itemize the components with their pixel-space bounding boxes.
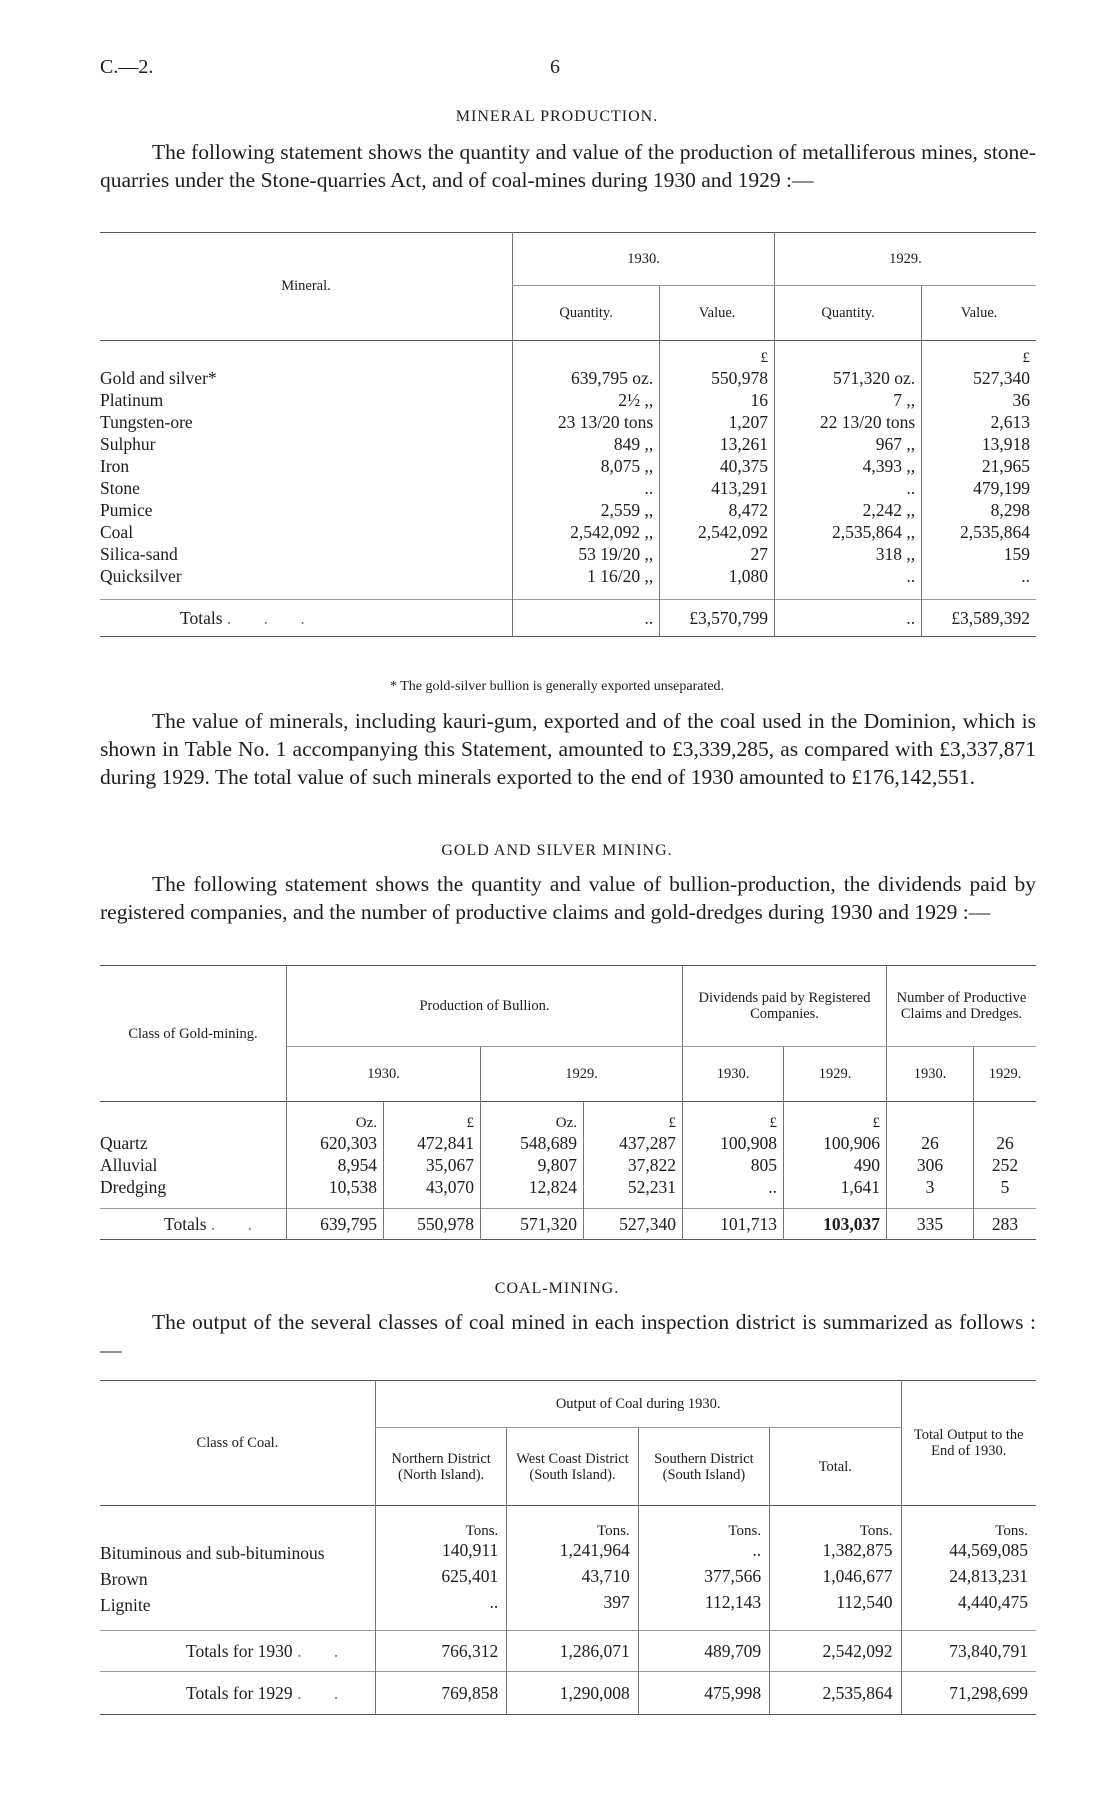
mineral-q30: 2,559 ,, bbox=[513, 499, 660, 521]
gold-v29: 437,287 bbox=[584, 1132, 683, 1154]
prod-1930-header: 1930. bbox=[287, 1047, 481, 1102]
gold-d29: 100,906 bbox=[784, 1132, 887, 1154]
southern-header: Southern District (South Island) bbox=[638, 1428, 769, 1506]
gold-oz30: 10,538 bbox=[287, 1176, 384, 1198]
mineral-name bbox=[100, 477, 513, 499]
gold-class-header: Class of Gold-mining. bbox=[128, 1025, 258, 1042]
value-header: Value. bbox=[922, 286, 1036, 341]
northern-header: Northern District (North Island). bbox=[375, 1428, 506, 1506]
gold-total-oz29: 571,320 bbox=[481, 1209, 584, 1240]
mineral-q30: 23 13/20 tons bbox=[513, 411, 660, 433]
mineral-name bbox=[100, 433, 513, 455]
gold-total-c30: 335 bbox=[887, 1209, 974, 1240]
gold-class-name bbox=[100, 1154, 287, 1176]
pound-unit: £ bbox=[384, 1102, 481, 1133]
mineral-q29: 7 ,, bbox=[774, 389, 921, 411]
coal-1929-s: 475,998 bbox=[638, 1672, 769, 1715]
coal-class-text: Brown bbox=[100, 1568, 148, 1589]
coal-class-text: Bituminous and sub-bituminous bbox=[100, 1542, 325, 1563]
production-header: Production of Bullion. bbox=[287, 966, 683, 1047]
mineral-q30: .. bbox=[513, 477, 660, 499]
mineral-v29: 36 bbox=[922, 389, 1036, 411]
gold-c29: 252 bbox=[974, 1154, 1037, 1176]
coal-1930-w: 1,286,071 bbox=[507, 1631, 638, 1672]
coal-w: 1,241,964 bbox=[507, 1540, 638, 1566]
gold-class-text: Dredging bbox=[100, 1176, 167, 1197]
gold-d29: 1,641 bbox=[784, 1176, 887, 1198]
mineral-q30: 849 ,, bbox=[513, 433, 660, 455]
gold-oz29: 548,689 bbox=[481, 1132, 584, 1154]
mineral-row bbox=[100, 411, 1036, 433]
mineral-name bbox=[100, 455, 513, 477]
mineral-name-text: Silica-sand bbox=[100, 543, 178, 564]
coal-1930-e: 73,840,791 bbox=[901, 1631, 1036, 1672]
coal-t: 112,540 bbox=[770, 1592, 901, 1618]
mineral-v29: 8,298 bbox=[922, 499, 1036, 521]
gold-row bbox=[100, 1176, 1036, 1198]
mineral-row bbox=[100, 367, 1036, 389]
pound-unit: £ bbox=[683, 1102, 784, 1133]
report-code: C.—2. bbox=[100, 56, 154, 78]
gold-intro: The following statement shows the quantity and value of bullion-production, the dividends paid by registered companies, and the number of productive claims and gold-dredges during 1930 and 1929 :— bbox=[100, 872, 1036, 924]
mineral-name-text: Gold and silver* bbox=[100, 367, 217, 388]
mineral-name bbox=[100, 565, 513, 587]
mineral-footnote: * The gold-silver bullion is generally exported unseparated. bbox=[389, 679, 725, 694]
mineral-para2: The value of minerals, including kauri-gum, exported and of the coal used in the Dominion, which is shown in Table No. 1 accompanying this Statement, amounted to £3,339,285, as compared with £3,337,871 during 1929. The total value of such minerals exported to the end of 1930 amounted to £176,142,551. bbox=[100, 709, 1036, 789]
mineral-q29: 571,320 oz. bbox=[774, 367, 921, 389]
gold-v29: 37,822 bbox=[584, 1154, 683, 1176]
mineral-name bbox=[100, 521, 513, 543]
coal-e: 24,813,231 bbox=[901, 1566, 1036, 1592]
coal-intro: The output of the several classes of coal mined in each inspection district is summarized as follows :— bbox=[100, 1310, 1036, 1362]
mineral-v29: .. bbox=[922, 565, 1036, 587]
gold-c30: 26 bbox=[887, 1132, 974, 1154]
gold-d30: 805 bbox=[683, 1154, 784, 1176]
coal-totals-1930-label: Totals for 1930 . . bbox=[186, 1640, 353, 1661]
total-q29: .. bbox=[774, 600, 921, 637]
coal-t: 1,382,875 bbox=[770, 1540, 901, 1566]
mineral-v30: 1,080 bbox=[660, 565, 775, 587]
mineral-name-text: Quicksilver bbox=[100, 565, 182, 586]
gold-total-d30: 101,713 bbox=[683, 1209, 784, 1240]
mineral-q30: 53 19/20 ,, bbox=[513, 543, 660, 565]
year-1930-header: 1930. bbox=[513, 233, 775, 286]
mineral-v30: 16 bbox=[660, 389, 775, 411]
pound-unit: £ bbox=[584, 1102, 683, 1133]
gold-d30: 100,908 bbox=[683, 1132, 784, 1154]
coal-t: 1,046,677 bbox=[770, 1566, 901, 1592]
coal-1929-t: 2,535,864 bbox=[770, 1672, 901, 1715]
gold-row bbox=[100, 1154, 1036, 1176]
gold-class-name bbox=[100, 1132, 287, 1154]
mineral-name-text: Pumice bbox=[100, 499, 153, 520]
gold-v30: 43,070 bbox=[384, 1176, 481, 1198]
quantity-header: Quantity. bbox=[774, 286, 921, 341]
gold-class-text: Alluvial bbox=[100, 1154, 158, 1175]
coal-class-text: Lignite bbox=[100, 1594, 151, 1615]
mineral-table bbox=[100, 232, 1036, 637]
total-q30: .. bbox=[513, 600, 660, 637]
mineral-v29: 2,613 bbox=[922, 411, 1036, 433]
gold-total-v29: 527,340 bbox=[584, 1209, 683, 1240]
coal-1929-e: 71,298,699 bbox=[901, 1672, 1036, 1715]
gold-row bbox=[100, 1132, 1036, 1154]
mineral-v30: 413,291 bbox=[660, 477, 775, 499]
mineral-row bbox=[100, 477, 1036, 499]
gold-v29: 52,231 bbox=[584, 1176, 683, 1198]
westcoast-header: West Coast District (South Island). bbox=[507, 1428, 638, 1506]
mineral-q29: 22 13/20 tons bbox=[774, 411, 921, 433]
gold-oz30: 620,303 bbox=[287, 1132, 384, 1154]
mineral-name-text: Sulphur bbox=[100, 433, 156, 454]
pound-unit: £ bbox=[784, 1102, 887, 1133]
mineral-v30: 550,978 bbox=[660, 367, 775, 389]
dividends-header: Dividends paid by Registered Companies. bbox=[683, 966, 887, 1047]
mineral-q29: 2,535,864 ,, bbox=[774, 521, 921, 543]
mineral-q30: 639,795 oz. bbox=[513, 367, 660, 389]
gold-total-oz30: 639,795 bbox=[287, 1209, 384, 1240]
div-1929-header: 1929. bbox=[784, 1047, 887, 1102]
year-1929-header: 1929. bbox=[774, 233, 1036, 286]
mineral-name bbox=[100, 543, 513, 565]
gold-oz30: 8,954 bbox=[287, 1154, 384, 1176]
gold-total-c29: 283 bbox=[974, 1209, 1037, 1240]
mineral-q30: 1 16/20 ,, bbox=[513, 565, 660, 587]
coal-w: 397 bbox=[507, 1592, 638, 1618]
coal-1929-n: 769,858 bbox=[375, 1672, 506, 1715]
coal-n: .. bbox=[375, 1592, 506, 1618]
mineral-row bbox=[100, 433, 1036, 455]
pound-unit: £ bbox=[660, 341, 775, 368]
mineral-col-header: Mineral. bbox=[281, 278, 331, 294]
mineral-q29: 4,393 ,, bbox=[774, 455, 921, 477]
quantity-header: Quantity. bbox=[513, 286, 660, 341]
page-number: 6 bbox=[550, 56, 560, 78]
oz-unit: Oz. bbox=[287, 1102, 384, 1133]
coal-s: 112,143 bbox=[638, 1592, 769, 1618]
mineral-name-text: Coal bbox=[100, 521, 134, 542]
mineral-q29: 967 ,, bbox=[774, 433, 921, 455]
prod-1929-header: 1929. bbox=[481, 1047, 683, 1102]
gold-table bbox=[100, 965, 1036, 1240]
mineral-row bbox=[100, 565, 1036, 587]
gold-oz29: 12,824 bbox=[481, 1176, 584, 1198]
coal-w: 43,710 bbox=[507, 1566, 638, 1592]
mineral-row bbox=[100, 389, 1036, 411]
output-header: Output of Coal during 1930. bbox=[375, 1381, 901, 1428]
mineral-v30: 13,261 bbox=[660, 433, 775, 455]
mineral-v29: 159 bbox=[922, 543, 1036, 565]
claims-1929-header: 1929. bbox=[974, 1047, 1037, 1102]
mineral-v30: 1,207 bbox=[660, 411, 775, 433]
mineral-q29: .. bbox=[774, 477, 921, 499]
value-header: Value. bbox=[660, 286, 775, 341]
gold-c30: 3 bbox=[887, 1176, 974, 1198]
gold-d29: 490 bbox=[784, 1154, 887, 1176]
mineral-v29: 479,199 bbox=[922, 477, 1036, 499]
tons-unit: Tons. bbox=[638, 1506, 769, 1541]
coal-class-header: Class of Coal. bbox=[196, 1435, 279, 1451]
total-v29: £3,589,392 bbox=[922, 600, 1036, 637]
mineral-v29: 527,340 bbox=[922, 367, 1036, 389]
mineral-q30: 2½ ,, bbox=[513, 389, 660, 411]
mineral-name bbox=[100, 389, 513, 411]
coal-1929-w: 1,290,008 bbox=[507, 1672, 638, 1715]
coal-e: 44,569,085 bbox=[901, 1540, 1036, 1566]
coal-1930-n: 766,312 bbox=[375, 1631, 506, 1672]
gold-title: GOLD AND SILVER MINING. bbox=[441, 842, 673, 859]
tons-unit: Tons. bbox=[375, 1506, 506, 1541]
claims-1930-header: 1930. bbox=[887, 1047, 974, 1102]
mineral-name bbox=[100, 499, 513, 521]
tons-unit: Tons. bbox=[901, 1506, 1036, 1541]
coal-row bbox=[100, 1592, 1036, 1618]
coal-1930-t: 2,542,092 bbox=[770, 1631, 901, 1672]
gold-oz29: 9,807 bbox=[481, 1154, 584, 1176]
coal-table bbox=[100, 1380, 1036, 1715]
coal-n: 140,911 bbox=[375, 1540, 506, 1566]
mineral-name bbox=[100, 367, 513, 389]
mineral-row bbox=[100, 543, 1036, 565]
gold-c29: 26 bbox=[974, 1132, 1037, 1154]
coal-totals-1929-label: Totals for 1929 . . bbox=[186, 1682, 353, 1703]
claims-header: Number of Productive Claims and Dredges. bbox=[887, 966, 1037, 1047]
gold-c30: 306 bbox=[887, 1154, 974, 1176]
coal-title: COAL-MINING. bbox=[494, 1280, 620, 1297]
mineral-intro: The following statement shows the quantity and value of the production of metalliferous mines, stone-quarries under the Stone-quarries Act, and of coal-mines during 1930 and 1929 :— bbox=[100, 140, 1036, 192]
coal-class-name bbox=[100, 1566, 375, 1592]
mineral-name-text: Iron bbox=[100, 455, 130, 476]
coal-class-name bbox=[100, 1592, 375, 1618]
gold-total-d29: 103,037 bbox=[784, 1209, 887, 1240]
totals-label: Totals . . . bbox=[180, 607, 319, 628]
gold-class-text: Quartz bbox=[100, 1132, 148, 1153]
mineral-v29: 13,918 bbox=[922, 433, 1036, 455]
mineral-q30: 8,075 ,, bbox=[513, 455, 660, 477]
gold-class-name bbox=[100, 1176, 287, 1198]
mineral-row bbox=[100, 499, 1036, 521]
mineral-q30: 2,542,092 ,, bbox=[513, 521, 660, 543]
mineral-name-text: Platinum bbox=[100, 389, 164, 410]
mineral-name-text: Stone bbox=[100, 477, 140, 498]
mineral-v29: 21,965 bbox=[922, 455, 1036, 477]
gold-totals-label: Totals . . bbox=[164, 1213, 267, 1234]
oz-unit: Oz. bbox=[481, 1102, 584, 1133]
mineral-q29: .. bbox=[774, 565, 921, 587]
mineral-v30: 40,375 bbox=[660, 455, 775, 477]
mineral-v30: 27 bbox=[660, 543, 775, 565]
mineral-q29: 318 ,, bbox=[774, 543, 921, 565]
coal-class-name bbox=[100, 1540, 375, 1566]
mineral-row bbox=[100, 521, 1036, 543]
div-1930-header: 1930. bbox=[683, 1047, 784, 1102]
total-end-header: Total Output to the End of 1930. bbox=[901, 1381, 1036, 1506]
mineral-v29: 2,535,864 bbox=[922, 521, 1036, 543]
gold-total-v30: 550,978 bbox=[384, 1209, 481, 1240]
coal-e: 4,440,475 bbox=[901, 1592, 1036, 1618]
mineral-name bbox=[100, 411, 513, 433]
coal-s: 377,566 bbox=[638, 1566, 769, 1592]
coal-s: .. bbox=[638, 1540, 769, 1566]
mineral-v30: 8,472 bbox=[660, 499, 775, 521]
coal-1930-s: 489,709 bbox=[638, 1631, 769, 1672]
gold-v30: 35,067 bbox=[384, 1154, 481, 1176]
pound-unit: £ bbox=[922, 341, 1036, 368]
coal-row bbox=[100, 1566, 1036, 1592]
tons-unit: Tons. bbox=[770, 1506, 901, 1541]
gold-v30: 472,841 bbox=[384, 1132, 481, 1154]
mineral-name-text: Tungsten-ore bbox=[100, 411, 193, 432]
gold-c29: 5 bbox=[974, 1176, 1037, 1198]
total-v30: £3,570,799 bbox=[660, 600, 775, 637]
tons-unit: Tons. bbox=[507, 1506, 638, 1541]
mineral-row bbox=[100, 455, 1036, 477]
mineral-q29: 2,242 ,, bbox=[774, 499, 921, 521]
coal-row bbox=[100, 1540, 1036, 1566]
mineral-title: MINERAL PRODUCTION. bbox=[455, 108, 659, 125]
coal-n: 625,401 bbox=[375, 1566, 506, 1592]
gold-d30: .. bbox=[683, 1176, 784, 1198]
mineral-v30: 2,542,092 bbox=[660, 521, 775, 543]
total-header: Total. bbox=[770, 1428, 901, 1506]
